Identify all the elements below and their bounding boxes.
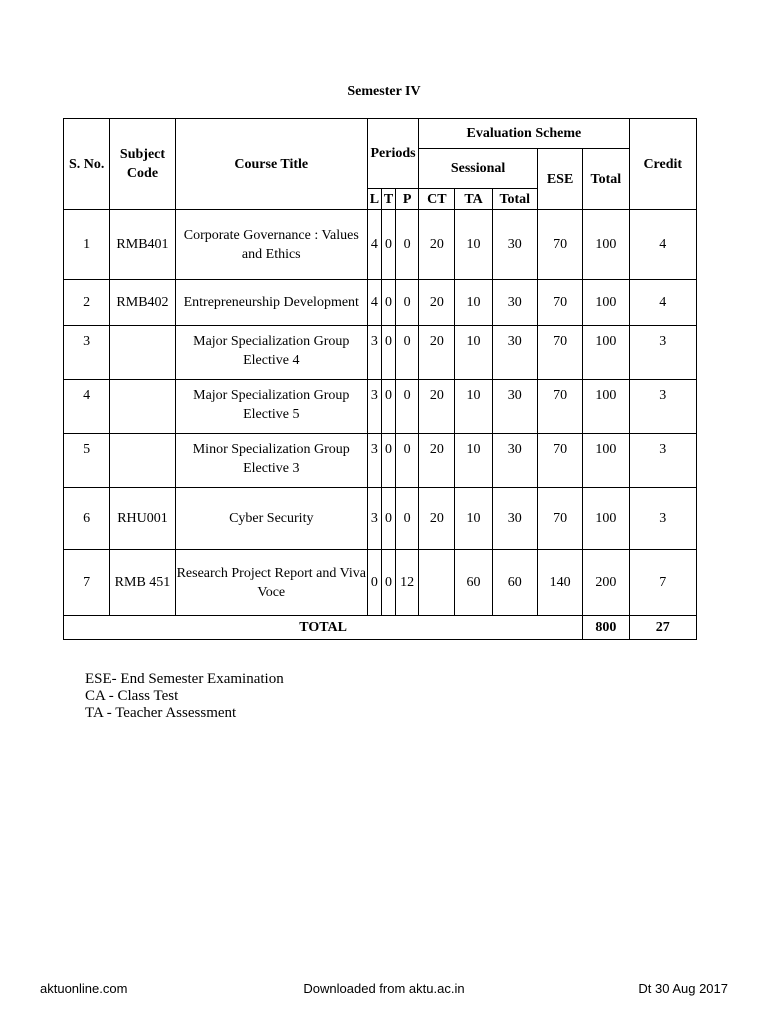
total-header: Total (583, 149, 629, 210)
ese-cell: 70 (537, 280, 582, 326)
credit-cell: 4 (629, 280, 696, 326)
ta-cell: 10 (455, 434, 492, 488)
course-table (63, 118, 697, 640)
ct-cell: 20 (419, 280, 455, 326)
p-header: P (396, 189, 419, 210)
total-cell: 100 (583, 210, 629, 280)
p-cell: 0 (396, 434, 419, 488)
subject-code-cell (110, 434, 175, 488)
course-title-header: Course Title (175, 119, 367, 210)
l-cell: 3 (367, 380, 381, 434)
p-cell: 0 (396, 326, 419, 380)
ta-cell: 10 (455, 210, 492, 280)
ct-header: CT (419, 189, 455, 210)
ta-header: TA (455, 189, 492, 210)
course-title-cell: Minor Specialization Group Elective 3 (175, 434, 367, 488)
total-cell: 100 (583, 488, 629, 550)
ese-cell: 70 (537, 434, 582, 488)
ct-cell: 20 (419, 434, 455, 488)
sessional-total-cell: 30 (492, 210, 537, 280)
credit-cell: 4 (629, 210, 696, 280)
ese-cell: 70 (537, 210, 582, 280)
t-cell: 0 (381, 210, 395, 280)
table-row (64, 434, 697, 488)
total-cell: 100 (583, 434, 629, 488)
table-row (64, 380, 697, 434)
credit-cell: 7 (629, 550, 696, 616)
subject-code-header: Subject Code (110, 119, 175, 210)
course-title-cell: Corporate Governance : Values and Ethics (175, 210, 367, 280)
ese-cell: 70 (537, 488, 582, 550)
credit-cell: 3 (629, 434, 696, 488)
evaluation-scheme-header: Evaluation Scheme (419, 119, 629, 149)
sno-cell: 4 (64, 380, 110, 434)
sno-cell: 2 (64, 280, 110, 326)
ct-cell: 20 (419, 210, 455, 280)
sessional-total-cell: 30 (492, 434, 537, 488)
p-cell: 12 (396, 550, 419, 616)
ese-header: ESE (537, 149, 582, 210)
sno-cell: 6 (64, 488, 110, 550)
subject-code-cell: RMB402 (110, 280, 175, 326)
t-cell: 0 (381, 280, 395, 326)
subject-code-cell (110, 326, 175, 380)
ese-cell: 70 (537, 326, 582, 380)
sno-cell: 5 (64, 434, 110, 488)
periods-header: Periods (367, 119, 418, 189)
table-row (64, 550, 697, 616)
t-cell: 0 (381, 550, 395, 616)
ese-cell: 140 (537, 550, 582, 616)
course-title-cell: Major Specialization Group Elective 4 (175, 326, 367, 380)
sno-cell: 3 (64, 326, 110, 380)
sessional-total-cell: 30 (492, 380, 537, 434)
ese-cell: 70 (537, 380, 582, 434)
ta-cell: 60 (455, 550, 492, 616)
course-title-cell: Research Project Report and Viva Voce (175, 550, 367, 616)
ta-cell: 10 (455, 380, 492, 434)
table-row (64, 326, 697, 380)
ct-cell: 20 (419, 488, 455, 550)
course-title-cell: Entrepreneurship Development (175, 280, 367, 326)
footer-site: aktuonline.com (40, 981, 128, 996)
sno-cell: 7 (64, 550, 110, 616)
sessional-total-cell: 30 (492, 326, 537, 380)
totals-label: TOTAL (64, 616, 583, 640)
t-cell: 0 (381, 434, 395, 488)
ct-cell (419, 550, 455, 616)
ta-cell: 10 (455, 326, 492, 380)
legend-item: CA - Class Test (85, 688, 179, 704)
total-cell: 200 (583, 550, 629, 616)
total-cell: 100 (583, 326, 629, 380)
sno-cell: 1 (64, 210, 110, 280)
credit-cell: 3 (629, 380, 696, 434)
p-cell: 0 (396, 380, 419, 434)
table-row (64, 210, 697, 280)
totals-total: 800 (583, 616, 629, 640)
table-row (64, 280, 697, 326)
legend-item: TA - Teacher Assessment (85, 705, 237, 721)
ta-cell: 10 (455, 280, 492, 326)
l-cell: 0 (367, 550, 381, 616)
abbreviation-legend (85, 671, 284, 722)
subject-code-cell: RHU001 (110, 488, 175, 550)
p-cell: 0 (396, 280, 419, 326)
t-cell: 0 (381, 380, 395, 434)
p-cell: 0 (396, 210, 419, 280)
l-cell: 3 (367, 488, 381, 550)
l-cell: 3 (367, 326, 381, 380)
credit-header: Credit (629, 119, 696, 210)
sessional-total-cell: 30 (492, 280, 537, 326)
totals-credit: 27 (629, 616, 696, 640)
credit-cell: 3 (629, 326, 696, 380)
p-cell: 0 (396, 488, 419, 550)
total-cell: 100 (583, 380, 629, 434)
t-header: T (381, 189, 395, 210)
sessional-header: Sessional (419, 149, 538, 189)
totals-row (64, 616, 697, 640)
footer-source: Downloaded from aktu.ac.in (303, 981, 465, 996)
subject-code-cell: RMB401 (110, 210, 175, 280)
sessional-total-cell: 60 (492, 550, 537, 616)
credit-cell: 3 (629, 488, 696, 550)
ct-cell: 20 (419, 380, 455, 434)
subject-code-cell (110, 380, 175, 434)
subject-code-cell: RMB 451 (110, 550, 175, 616)
t-cell: 0 (381, 488, 395, 550)
l-cell: 3 (367, 434, 381, 488)
page-title: Semester IV (347, 84, 421, 99)
t-cell: 0 (381, 326, 395, 380)
ct-cell: 20 (419, 326, 455, 380)
l-cell: 4 (367, 280, 381, 326)
total-cell: 100 (583, 280, 629, 326)
legend-item: ESE- End Semester Examination (85, 671, 284, 687)
l-header: L (367, 189, 381, 210)
sessional-total-cell: 30 (492, 488, 537, 550)
course-title-cell: Major Specialization Group Elective 5 (175, 380, 367, 434)
sno-header: S. No. (64, 119, 110, 210)
footer-date: Dt 30 Aug 2017 (638, 981, 728, 996)
sessional-total-header: Total (492, 189, 537, 210)
table-row (64, 488, 697, 550)
course-title-cell: Cyber Security (175, 488, 367, 550)
l-cell: 4 (367, 210, 381, 280)
ta-cell: 10 (455, 488, 492, 550)
